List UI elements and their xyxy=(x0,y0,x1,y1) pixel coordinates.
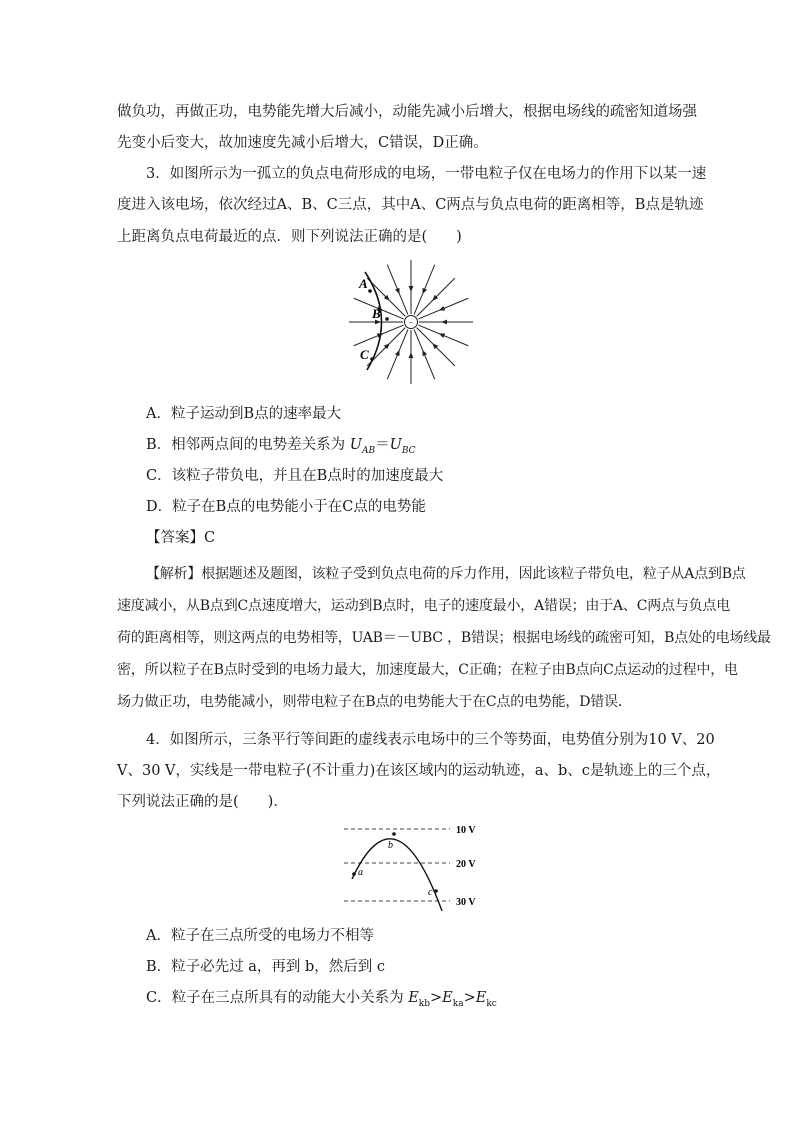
q3-field-arrow xyxy=(409,286,414,292)
q4-option-c-sub1: kb xyxy=(418,998,431,1009)
q3-label-c: C xyxy=(360,347,369,362)
q4-stem-line-3: 下列说法正确的是( )． xyxy=(117,794,288,810)
q3-field-arrow xyxy=(395,288,400,294)
q3-option-b-u1: U xyxy=(349,437,362,453)
q4-option-b: B．粒子必先过 a，再到 b，然后到 c xyxy=(146,959,386,975)
q3-field-arrow xyxy=(409,352,414,358)
q4-option-c-e1: E xyxy=(408,990,419,1006)
q3-stem-line-3: 上距离负点电荷最近的点．则下列说法正确的是( ) xyxy=(117,229,462,245)
q3-option-b-u2: U xyxy=(389,437,402,453)
q3-analysis-line-4: 密，所以粒子在B点时受到的电场力最大，加速度最大，C正确；在粒子由B点向C点运动的过程中，电 xyxy=(117,662,738,678)
q3-field-arrow xyxy=(422,350,427,356)
q4-equipotential-figure xyxy=(338,815,498,915)
q4-point-c: c xyxy=(428,887,433,898)
q4-label-30v: 30 V xyxy=(456,897,476,908)
q4-option-c-e3: E xyxy=(475,990,487,1006)
q3-option-b-text: B．相邻两点间的电势差关系为 xyxy=(146,437,350,453)
q4-label-10v: 10 V xyxy=(456,825,476,836)
q3-label-b: B xyxy=(372,306,381,321)
q3-analysis-line-5: 场力做正功，电势能减小，则带电粒子在B点的电势能大于在C点的电势能，D错误． xyxy=(117,694,632,710)
q3-stem-line-2: 度进入该电场，依次经过A、B、C三点，其中A、C两点与负点电荷的距离相等，B点是轨迹 xyxy=(117,197,704,213)
q3-field-arrow xyxy=(441,320,447,325)
q3-option-b-eq: ＝ xyxy=(375,437,390,453)
q4-point-a: a xyxy=(358,867,363,878)
q3-option-b-sub1: AB xyxy=(362,445,376,456)
q3-analysis-line-1: 【解析】根据题述及题图，该粒子受到负点电荷的斥力作用，因此该粒子带负电，粒子从A点到B点 xyxy=(146,566,746,582)
q4-option-c-gt1: > xyxy=(430,990,443,1006)
q3-field-arrow xyxy=(395,350,400,356)
q3-option-b-sub2: BC xyxy=(401,445,416,456)
q4-option-c xyxy=(146,988,497,1014)
q4-option-c-sub3: kc xyxy=(486,998,497,1009)
q4-option-c-e2: E xyxy=(442,990,453,1006)
q3-option-b xyxy=(146,435,416,461)
q3-field-arrow xyxy=(439,306,445,311)
q3-analysis-line-3: 荷的距离相等，则这两点的电势相等，UAB＝－UBC ，B错误；根据电场线的疏密可知，B点处的电场线最 xyxy=(117,630,771,646)
q3-field-figure xyxy=(345,258,475,386)
q4-stem-line-1: 4．如图所示，三条平行等间距的虚线表示电场中的三个等势面，电势值分别为10 V、20 xyxy=(146,732,715,748)
q3-option-c: C．该粒子带负电，并且在B点时的加速度最大 xyxy=(146,468,444,484)
q3-label-a: A xyxy=(359,276,368,291)
q4-trajectory xyxy=(352,839,442,911)
q3-charge-sign: − xyxy=(408,318,414,327)
q4-option-c-gt2: > xyxy=(463,990,476,1006)
q4-option-c-text: C．粒子在三点所具有的动能大小关系为 xyxy=(146,990,409,1006)
q4-label-20v: 20 V xyxy=(456,859,476,870)
q3-stem-line-1: 3．如图所示为一孤立的负点电荷形成的电场，一带电粒子仅在电场力的作用下以某一速 xyxy=(146,166,707,182)
prev-analysis-line-1: 做负功，再做正功，电势能先增大后减小，动能先减小后增大，根据电场线的疏密知道场强 xyxy=(117,104,697,120)
q3-analysis-line-2: 速度减小，从B点到C点速度增大，运动到B点时，电子的速度最小，A错误；由于A、C两点与负点电 xyxy=(117,598,731,614)
q3-option-d: D．粒子在B点的电势能小于在C点的电势能 xyxy=(146,499,426,515)
q3-field-arrow xyxy=(422,288,427,294)
q3-option-a: A．粒子运动到B点的速率最大 xyxy=(146,406,342,422)
q4-option-c-sub2: ka xyxy=(452,998,464,1009)
q4-option-a: A．粒子在三点所受的电场力不相等 xyxy=(146,928,374,944)
q4-point-b: b xyxy=(388,840,393,851)
q3-field-arrow xyxy=(439,333,445,338)
q4-stem-line-2: V、30 V，实线是一带电粒子(不计重力)在该区域内的运动轨迹，a、b、c是轨迹上的三个点， xyxy=(117,763,721,779)
prev-analysis-line-2: 先变小后变大，故加速度先减小后增大，C错误，D正确。 xyxy=(117,135,488,151)
q3-answer: 【答案】C xyxy=(146,530,216,546)
